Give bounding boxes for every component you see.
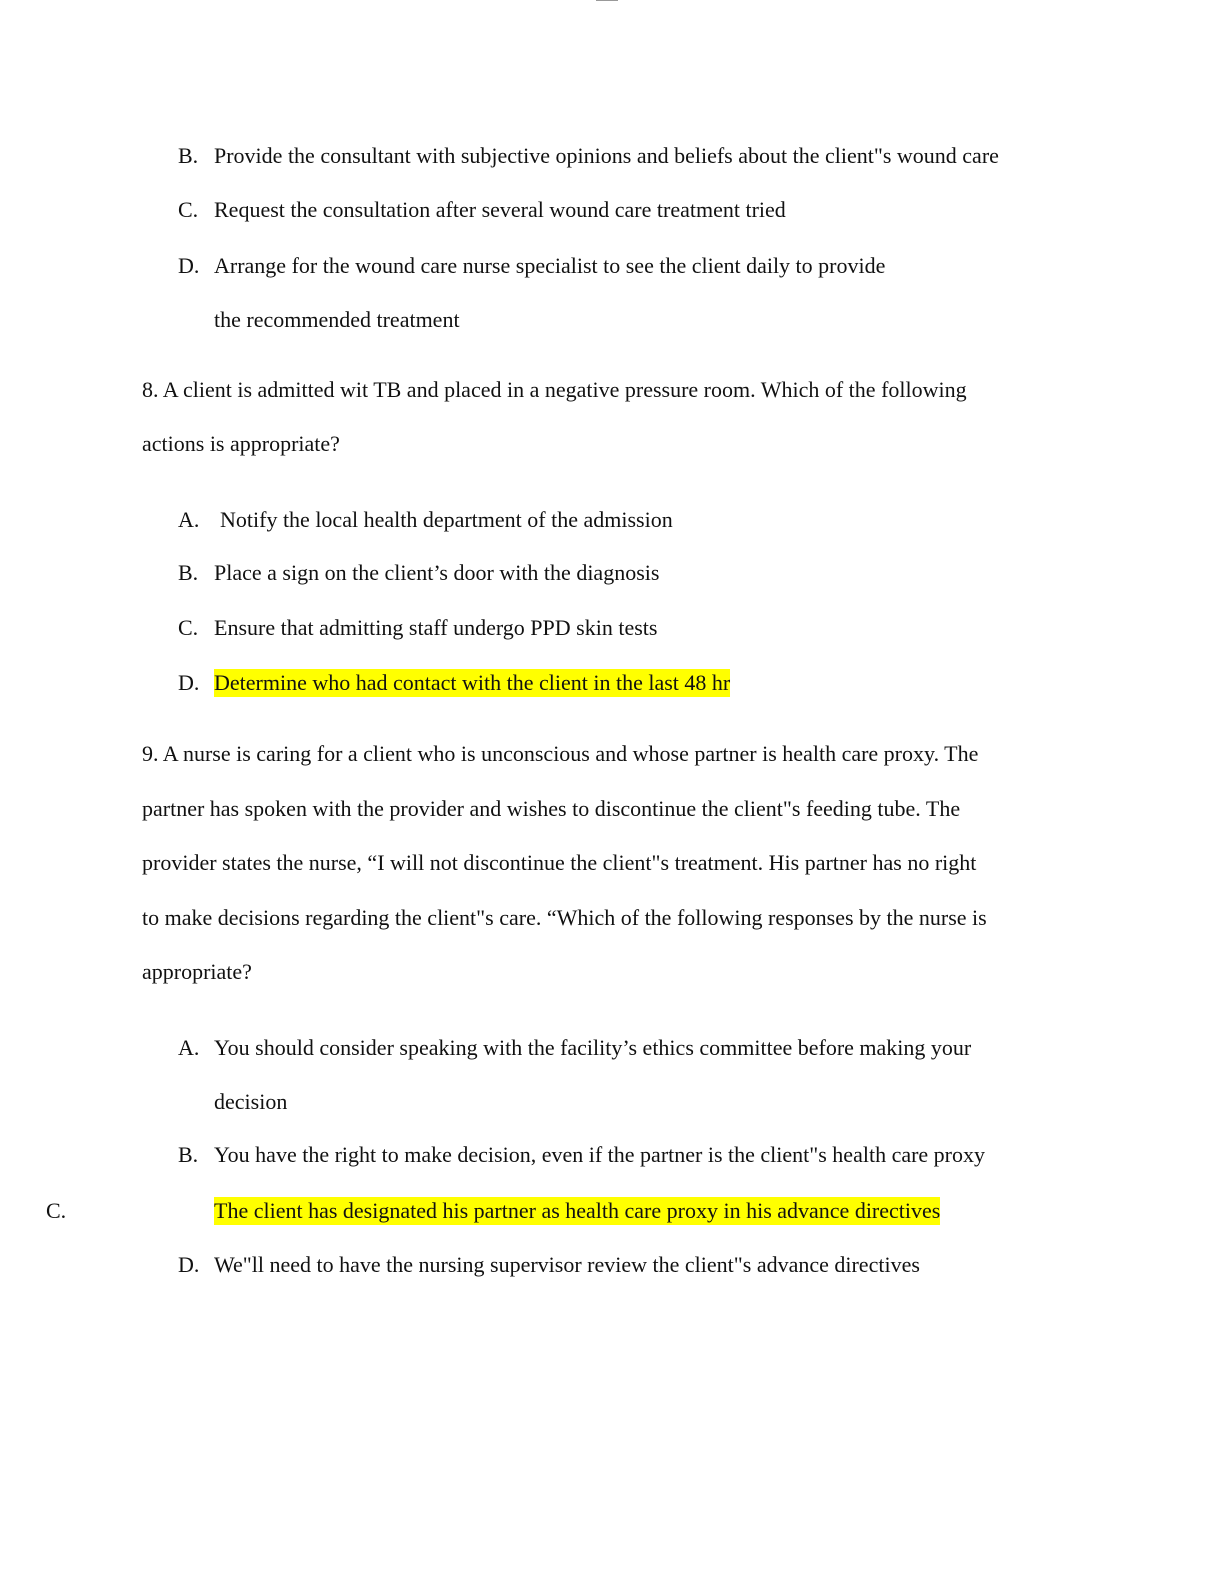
q8-option-a-text: Notify the local health department of the admission [220, 507, 673, 532]
q8-option-c-letter: C. [178, 615, 199, 640]
q9-option-d-letter: D. [178, 1252, 200, 1277]
prev-option-d-text-line1: Arrange for the wound care nurse specialist to see the client daily to provide [214, 253, 886, 278]
prev-option-c-text: Request the consultation after several wound care treatment tried [214, 197, 786, 222]
q8-option-b-text: Place a sign on the client’s door with the diagnosis [214, 560, 660, 585]
q9-option-a-letter: A. [178, 1035, 200, 1060]
q8-option-b-letter: B. [178, 560, 199, 585]
question-8-stem-line1: 8. A client is admitted wit TB and placed in a negative pressure room. Which of the following [142, 377, 967, 402]
q8-option-d-text-highlighted: Determine who had contact with the client in the last 48 hr [214, 670, 731, 695]
prev-option-c-letter: C. [178, 197, 199, 222]
question-9-stem-line1: 9. A nurse is caring for a client who is unconscious and whose partner is health care proxy. The [142, 741, 979, 766]
page-top-mark [596, 0, 618, 3]
q8-option-d-letter: D. [178, 670, 200, 695]
q9-option-b-text: You have the right to make decision, even if the partner is the client"s health care proxy [214, 1142, 986, 1167]
prev-option-b-letter: B. [178, 143, 199, 168]
q9-option-d-text: We"ll need to have the nursing supervisor review the client"s advance directives [214, 1252, 920, 1277]
prev-option-b-text: Provide the consultant with subjective opinions and beliefs about the client"s wound care [214, 143, 999, 168]
q9-option-c-letter: C. [46, 1198, 67, 1223]
q9-option-b-letter: B. [178, 1142, 199, 1167]
question-8-stem-line2: actions is appropriate? [142, 431, 340, 456]
q9-option-a-text-line1: You should consider speaking with the facility’s ethics committee before making your [214, 1035, 972, 1060]
question-9-stem-line3: provider states the nurse, “I will not discontinue the client"s treatment. His partner has no right [142, 850, 977, 875]
q8-option-c-text: Ensure that admitting staff undergo PPD skin tests [214, 615, 658, 640]
prev-option-d-text-line2: the recommended treatment [214, 307, 460, 332]
question-9-stem-line4: to make decisions regarding the client"s care. “Which of the following responses by the nurse is [142, 905, 987, 930]
question-9-stem-line5: appropriate? [142, 959, 252, 984]
q9-option-c-text-highlighted: The client has designated his partner as health care proxy in his advance directives [214, 1198, 941, 1223]
question-9-stem-line2: partner has spoken with the provider and wishes to discontinue the client"s feeding tube. The [142, 796, 961, 821]
prev-option-d-letter: D. [178, 253, 200, 278]
q9-option-a-text-line2: decision [214, 1089, 288, 1114]
q8-option-a-letter: A. [178, 507, 200, 532]
